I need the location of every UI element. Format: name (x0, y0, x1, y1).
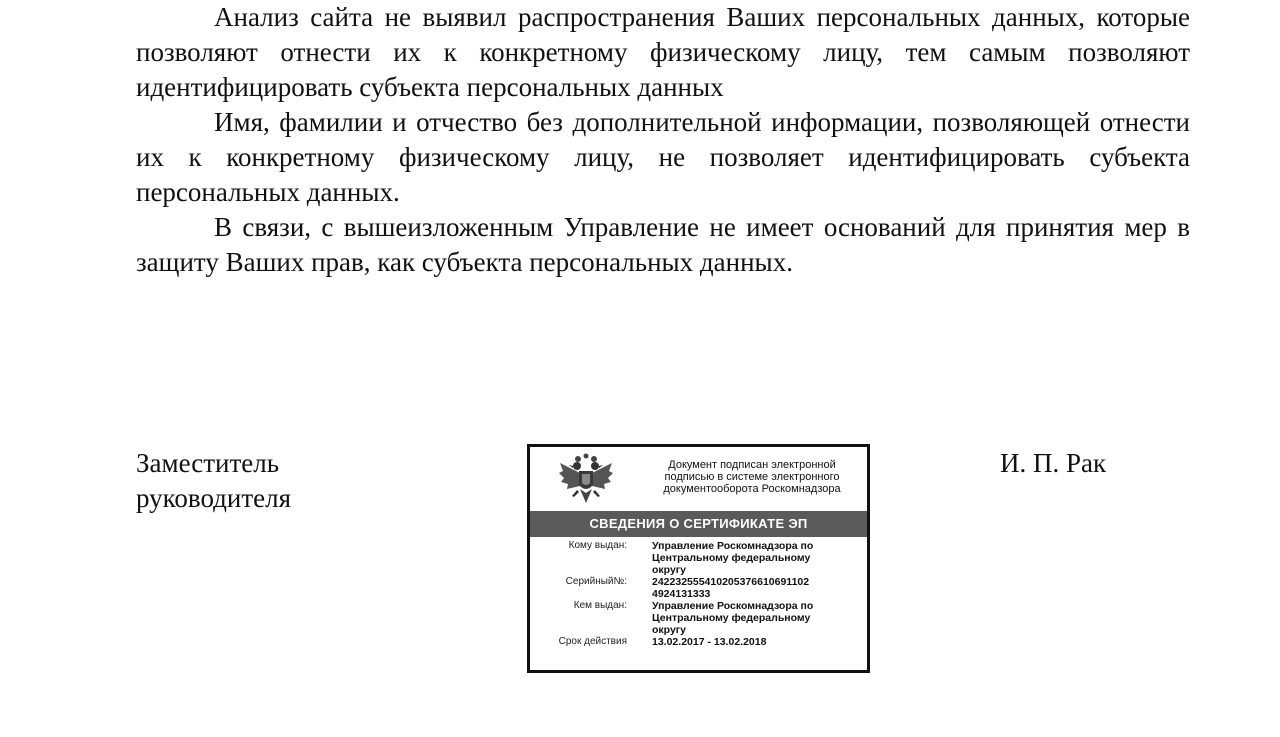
issued-to-row (530, 540, 867, 576)
issued-by-label: Кем выдан: (573, 600, 627, 611)
serial-value (652, 576, 860, 600)
issued-to-line3: округу (652, 564, 686, 576)
issued-to-label: Кому выдан: (568, 540, 627, 551)
electronic-signature-stamp (527, 444, 870, 673)
validity-label: Срок действия (558, 636, 627, 647)
stamp-heading-line3: документооборота Роскомнадзора (663, 483, 841, 495)
issued-by-row (530, 600, 867, 636)
certificate-details (530, 540, 867, 648)
certificate-band-title: СВЕДЕНИЯ О СЕРТИФИКАТЕ ЭП (530, 511, 867, 537)
paragraph-conclusion: В связи, с вышеизложенным Управление не имеет оснований для принятия мер в защиту Ваших прав, как субъекта персональных данных. (136, 212, 1190, 277)
signer-name: И. П. Рак (1000, 448, 1107, 478)
signer-position-line1: Заместитель (136, 448, 280, 478)
validity-value (652, 636, 860, 648)
issued-by-line2: Центральному федеральному (652, 612, 811, 624)
paragraph-analysis: Анализ сайта не выявил распространения Ваших персональных данных, которые позволяют отнести их к конкретному физическому лицу, тем самым позволяют идентифицировать субъекта персональных данных (136, 2, 1190, 102)
validity-dates: 13.02.2017 - 13.02.2018 (652, 636, 767, 648)
issued-to-line2: Центральному федеральному (652, 552, 811, 564)
stamp-heading-line1: Документ подписан электронной (668, 459, 836, 471)
stamp-heading-line2: подписью в системе электронного (664, 471, 840, 483)
serial-line1: 242232555410205376610691102 (652, 576, 810, 588)
eagle-emblem-icon (558, 453, 614, 505)
serial-line2: 4924131333 (652, 588, 711, 600)
issued-by-line3: округу (652, 624, 686, 636)
validity-row (530, 636, 867, 648)
serial-label: Серийный№: (565, 576, 627, 587)
issued-to-value (652, 540, 860, 576)
stamp-header (530, 447, 867, 509)
paragraph-identification: Имя, фамилии и отчество без дополнительной информации, позволяющей отнести их к конкретному физическому лицу, не позволяет идентифицировать субъекта персональных данных. (136, 107, 1190, 207)
serial-row (530, 576, 867, 600)
signer-position-line2: руководителя (136, 483, 292, 513)
stamp-heading (642, 459, 862, 495)
issued-by-value (652, 600, 860, 636)
signer-position (136, 446, 291, 516)
issued-by-line1: Управление Роскомнадзора по (652, 600, 814, 612)
letter-body (136, 0, 1190, 280)
issued-to-line1: Управление Роскомнадзора по (652, 540, 814, 552)
